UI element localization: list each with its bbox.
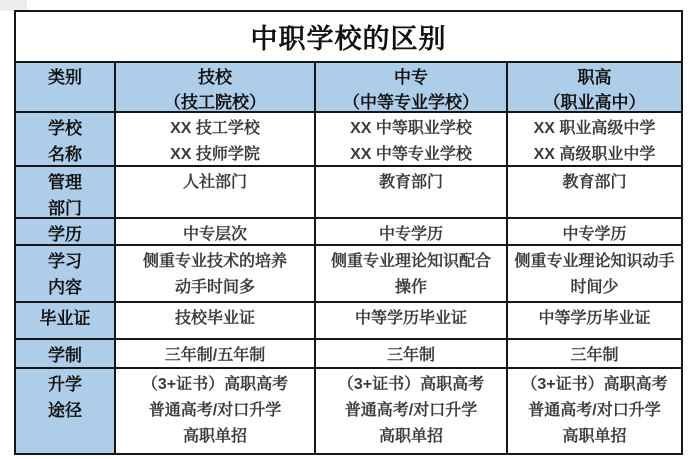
- header-cell-zhongzhuan: [316, 63, 508, 111]
- table-cell: [116, 219, 316, 244]
- table-cell: [116, 303, 316, 338]
- table-cell: [316, 303, 508, 338]
- cell-line: （3+证书）高职高考: [521, 376, 668, 393]
- table-cell: [508, 113, 681, 165]
- table-row: [16, 303, 681, 340]
- cell-line: 中专学历: [562, 226, 627, 243]
- table-cell: [116, 246, 316, 301]
- cell-line: 高职单招: [562, 428, 627, 445]
- row-label: [16, 246, 116, 301]
- table-cell: [116, 167, 316, 217]
- table-cell: [316, 246, 508, 301]
- cell-line: XX 技工学校: [170, 120, 260, 137]
- row-label: [16, 340, 116, 367]
- cell-line: 动手时间多: [174, 279, 255, 296]
- row-label-line: 内容: [48, 278, 82, 297]
- cell-line: 中专学历: [378, 226, 443, 243]
- header-label: 技校: [198, 68, 232, 87]
- cell-line: 中等学历毕业证: [538, 310, 651, 327]
- comparison-table: [14, 10, 683, 455]
- header-cell-jixiao: [116, 63, 316, 111]
- table-cell: [508, 340, 681, 367]
- cell-line: 教育部门: [562, 174, 627, 191]
- table-row: [16, 219, 681, 246]
- table-cell: [116, 113, 316, 165]
- table-cell: [116, 340, 316, 367]
- table-cell: [508, 167, 681, 217]
- row-label-line: 名称: [48, 145, 82, 164]
- table-row: [16, 340, 681, 369]
- row-label: [16, 369, 116, 453]
- table-cell: [316, 219, 508, 244]
- cell-line: 时间少: [570, 279, 619, 296]
- header-label: 中专: [394, 68, 428, 87]
- header-sublabel: （中等专业学校）: [343, 93, 479, 111]
- cell-line: 人社部门: [182, 174, 247, 191]
- row-label-line: 升学: [48, 375, 82, 394]
- row-label-line: 管理: [48, 173, 82, 192]
- row-label-line: 途径: [48, 401, 82, 420]
- table-cell: [316, 113, 508, 165]
- table-title-row: [16, 12, 681, 63]
- cell-line: XX 职业高级中学: [533, 120, 656, 137]
- row-label: [16, 219, 116, 244]
- table-row: [16, 246, 681, 303]
- cell-line: 普通高考/对口升学: [148, 402, 282, 419]
- cell-line: 高职单招: [378, 428, 443, 445]
- table-cell: [316, 167, 508, 217]
- cell-line: 中等学历毕业证: [354, 310, 467, 327]
- table-cell: [316, 340, 508, 367]
- table-cell: [316, 369, 508, 453]
- header-label: 职高: [577, 68, 612, 87]
- cell-line: XX 技师学院: [170, 146, 260, 163]
- cell-line: 三年制/五年制: [164, 347, 266, 364]
- row-label-line: 学校: [48, 119, 82, 138]
- table-row: [16, 113, 681, 167]
- header-sublabel: （职业高中）: [543, 93, 646, 111]
- cell-line: （3+证书）高职高考: [337, 376, 485, 393]
- header-label: 类别: [48, 68, 82, 87]
- cell-line: 侧重专业理论知识配合: [330, 253, 491, 270]
- row-label-line: 部门: [48, 199, 82, 217]
- table-cell: [508, 246, 681, 301]
- cell-line: 操作: [394, 279, 427, 296]
- table-row: [16, 167, 681, 219]
- row-label: [16, 167, 116, 217]
- cell-line: 三年制: [570, 347, 619, 364]
- cell-line: 侧重专业技术的培养: [142, 253, 287, 270]
- row-label: [16, 113, 116, 165]
- table-cell: [508, 369, 681, 453]
- cell-line: 中专层次: [182, 226, 247, 243]
- cell-line: XX 高级职业中学: [533, 146, 656, 163]
- header-cell-category: [16, 63, 116, 111]
- table-cell: [508, 219, 681, 244]
- cell-line: 普通高考/对口升学: [528, 402, 661, 419]
- row-label: [16, 303, 116, 338]
- row-label-line: 毕业证: [39, 309, 91, 328]
- cell-line: （3+证书）高职高考: [141, 376, 289, 393]
- table-cell: [116, 369, 316, 453]
- cell-line: 三年制: [386, 347, 435, 364]
- cell-line: 普通高考/对口升学: [344, 402, 478, 419]
- row-label-line: 学制: [48, 346, 82, 365]
- table-header-row: [16, 63, 681, 113]
- cell-line: 教育部门: [378, 174, 443, 191]
- cell-line: XX 中等职业学校: [350, 120, 472, 137]
- table-body: [16, 113, 681, 453]
- cell-line: 高职单招: [182, 428, 247, 445]
- cell-line: XX 中等专业学校: [350, 146, 472, 163]
- row-label-line: 学习: [48, 252, 82, 271]
- page-title: 中职学校的区别: [250, 24, 447, 54]
- row-label-line: 学历: [48, 225, 82, 244]
- header-sublabel: （技工院校）: [164, 93, 266, 111]
- table-row: [16, 369, 681, 453]
- header-cell-zhigao: [508, 63, 681, 111]
- cell-line: 侧重专业理论知识动手: [514, 253, 675, 270]
- table-cell: [508, 303, 681, 338]
- cell-line: 技校毕业证: [174, 310, 255, 327]
